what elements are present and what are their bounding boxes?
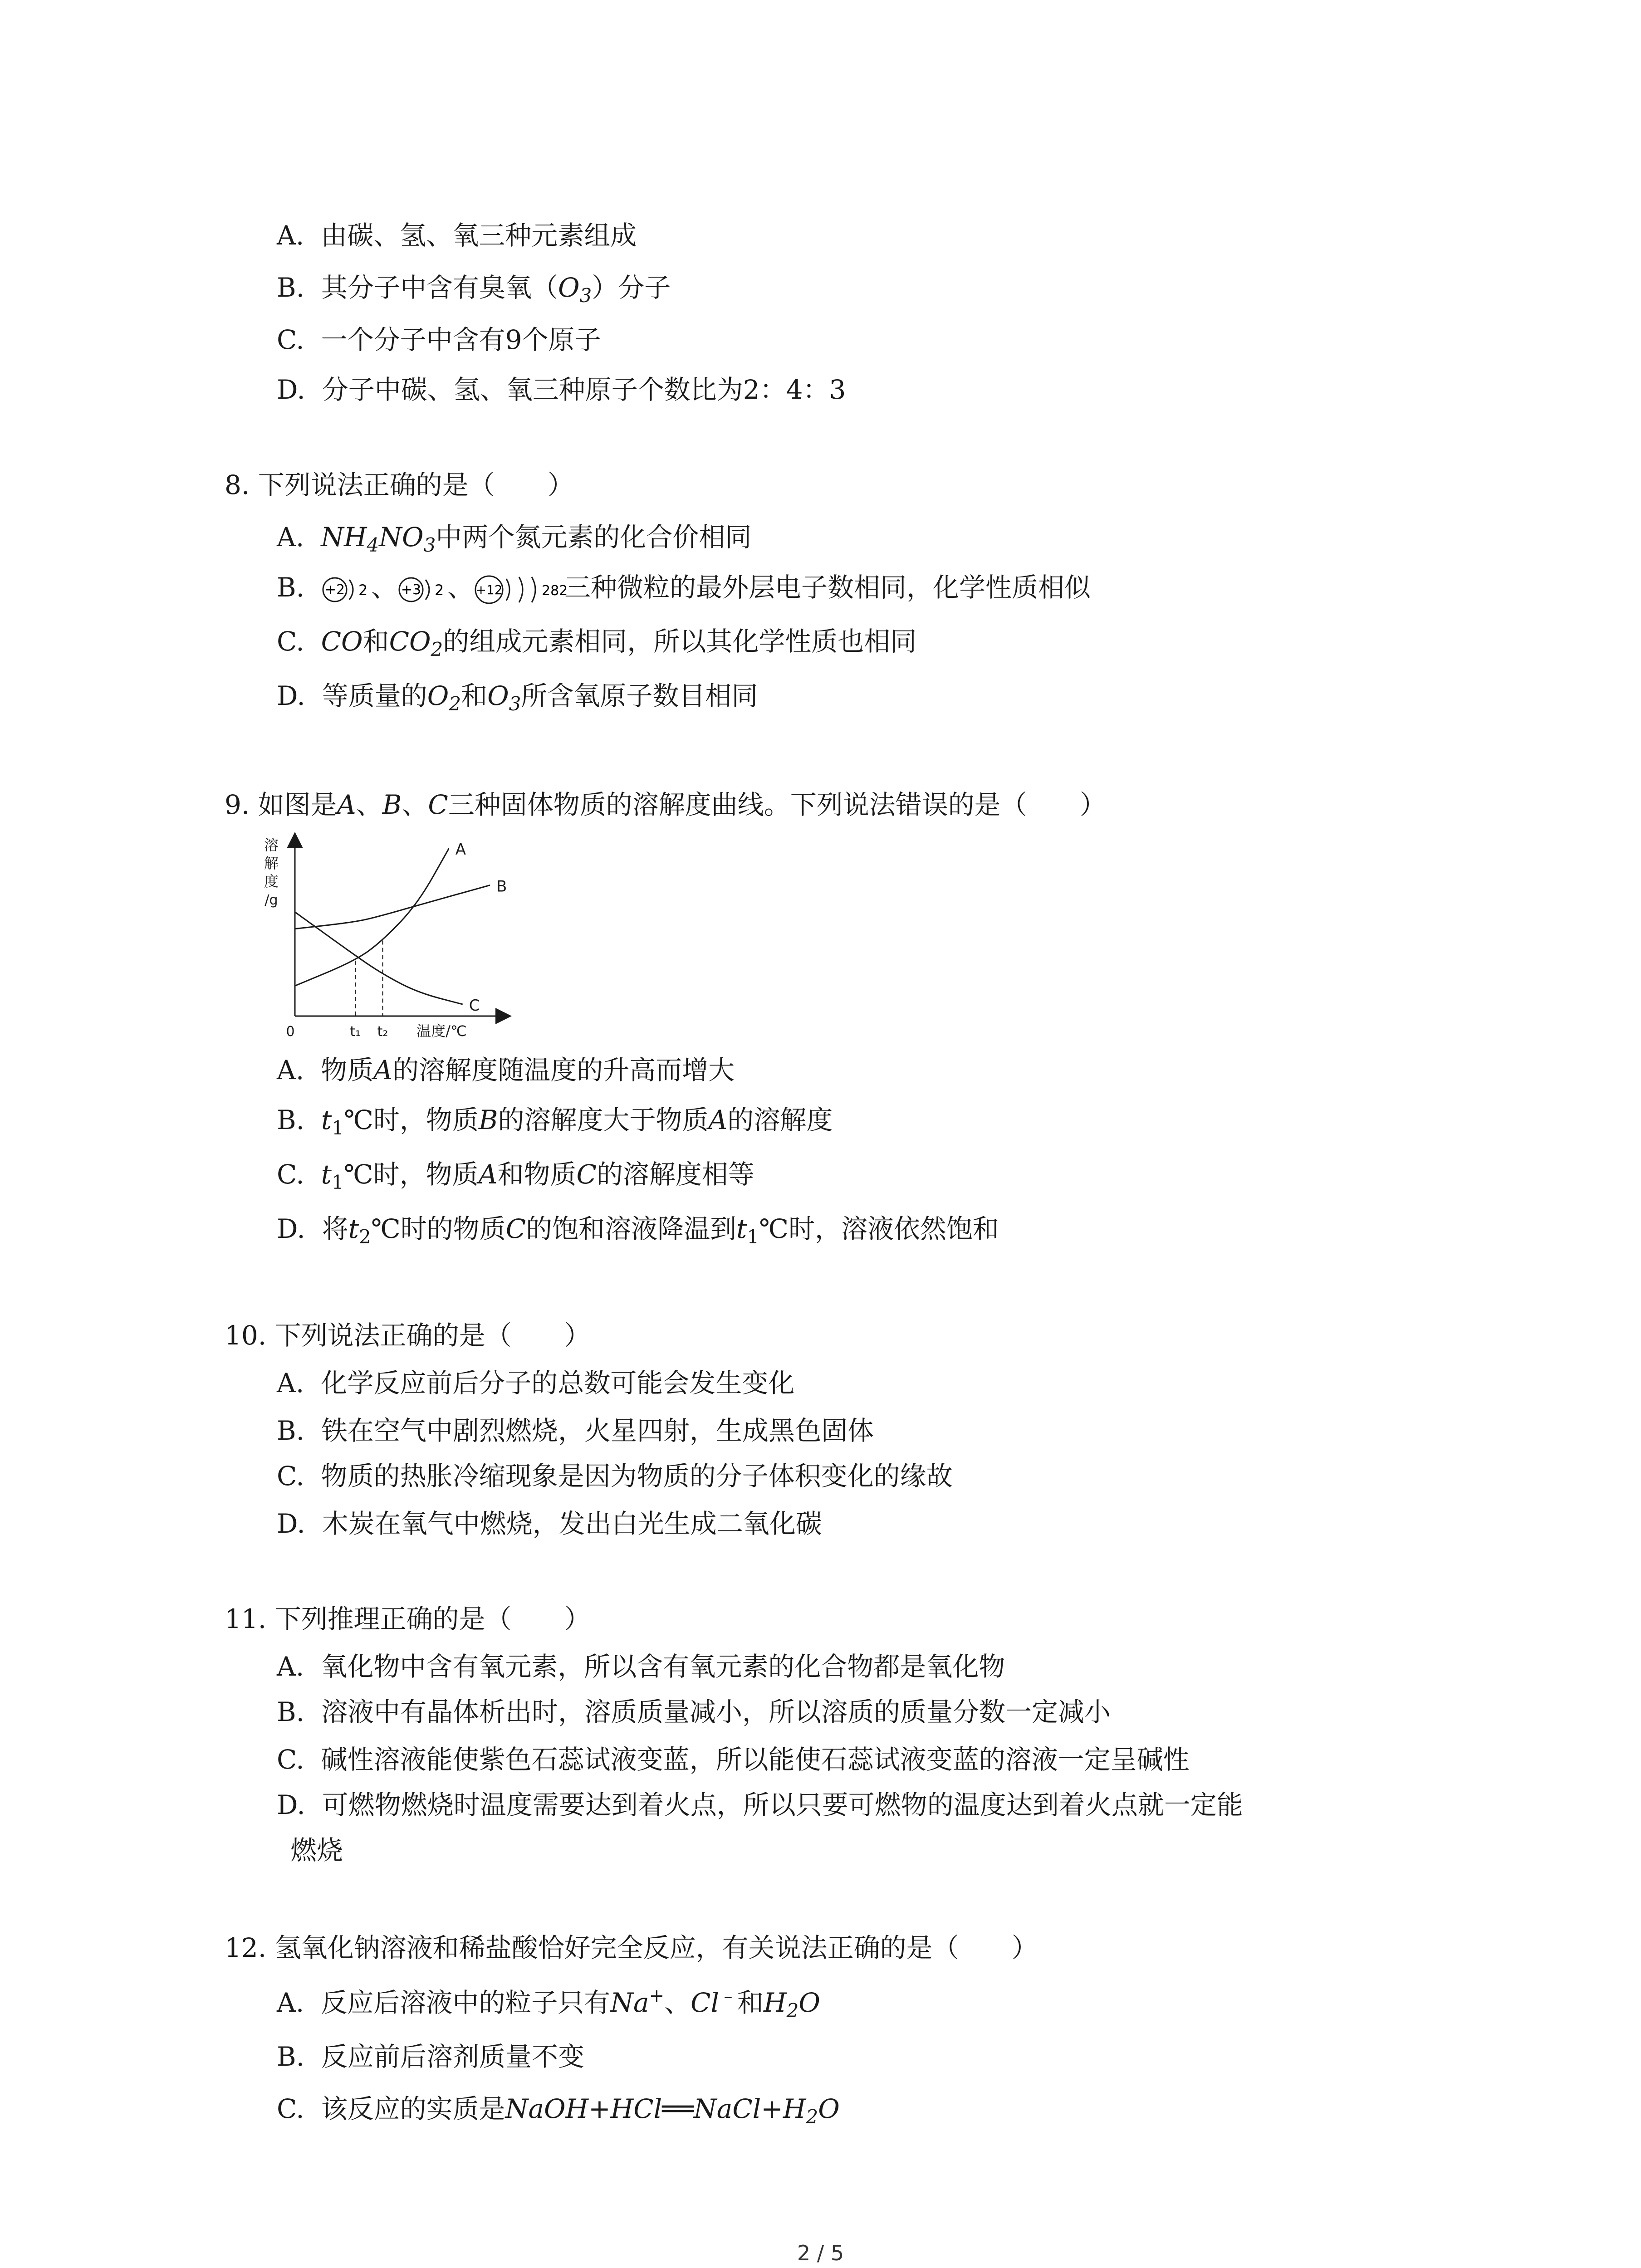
q11-option-c: C. 碱性溶液能使紫色石蕊试液变蓝，所以能使石蕊试液变蓝的溶液一定呈碱性 <box>277 1744 1190 1775</box>
atom3-nucleus: +12 <box>475 582 503 597</box>
atom1-electrons: 2 <box>358 582 368 599</box>
atom2-electrons: 2 <box>434 582 444 599</box>
x-axis-label: 温度/℃ <box>416 1022 467 1040</box>
q7-option-b: B. 其分子中含有臭氧$(O_3)$分子 <box>277 272 671 307</box>
q9-option-d: D. 将$t_2℃$时的物质C的饱和溶液降温到$t_1℃$时，溶液依然饱和 <box>277 1213 999 1248</box>
q11-option-b: B. 溶液中有晶体析出时，溶质质量减小，所以溶质的质量分数一定减小 <box>277 1696 1111 1727</box>
q11-stem: 11. 下列推理正确的是（ ） <box>225 1603 591 1634</box>
atom-structure-icon <box>474 572 568 608</box>
series-c-label: C <box>469 997 480 1015</box>
q12-stem: 12. 氢氧化钠溶液和稀盐酸恰好完全反应，有关说法正确的是（ ） <box>225 1932 1038 1963</box>
atom1-nucleus: +2 <box>324 582 345 598</box>
series-a-curve <box>295 848 449 986</box>
y-axis-label-char: 度 <box>264 873 279 890</box>
q7-option-a: A. 由碳、氢、氧三种元素组成 <box>277 220 637 251</box>
q10-option-d: D. 木炭在氧气中燃烧，发出白光生成二氧化碳 <box>277 1508 822 1539</box>
q8-option-d: D. 等质量的$O_2$和$O_3$所含氧原子数目相同 <box>277 680 758 715</box>
atom3-electrons: 282 <box>541 583 568 599</box>
q8-option-b: B. +2 2 、 +3 2 、 +12 282 三种微粒的最外层电子数相同，化学性质相似 <box>277 572 1091 608</box>
q11-option-d-continued: 燃烧 <box>290 1835 343 1866</box>
q9-stem: 9. 如图是A、B、C三种固体物质的溶解度曲线。下列说法错误的是（ ） <box>225 789 1106 820</box>
series-b-curve <box>295 885 490 929</box>
x-tick-label: t₁ <box>350 1024 361 1040</box>
q10-option-a: A. 化学反应前后分子的总数可能会发生变化 <box>277 1368 795 1398</box>
x-tick-label: t₂ <box>377 1024 388 1040</box>
origin-label: 0 <box>286 1024 295 1040</box>
atom2-nucleus: +3 <box>401 582 421 598</box>
y-axis-unit: /g <box>265 892 278 908</box>
q10-option-b: B. 铁在空气中剧烈燃烧，火星四射，生成黑色固体 <box>277 1415 874 1446</box>
solubility-chart <box>254 830 508 1048</box>
q7-option-c: C. 一个分子中含有9个原子 <box>277 324 601 355</box>
atom-structure-icon <box>321 572 371 608</box>
q12-option-b: B. 反应前后溶剂质量不变 <box>277 2041 584 2072</box>
q10-stem: 10. 下列说法正确的是（ ） <box>225 1320 591 1351</box>
page-number: 2 / 5 <box>797 2241 844 2265</box>
q8-option-c: C. CO和$CO_2$的组成元素相同，所以其化学性质也相同 <box>277 626 917 660</box>
q7-option-d: D. 分子中碳、氢、氧三种原子个数比为2：4：3 <box>277 374 846 405</box>
q12-option-a: A. 反应后溶液中的粒子只有Na+、Cl﹣和$H_2O$ <box>277 1985 820 2022</box>
atom-structure-icon <box>397 572 447 608</box>
y-axis-label-char: 溶 <box>264 836 279 854</box>
q8-stem: 8. 下列说法正确的是（ ） <box>225 469 574 500</box>
q10-option-c: C. 物质的热胀冷缩现象是因为物质的分子体积变化的缘故 <box>277 1461 953 1491</box>
series-b-label: B <box>496 877 507 896</box>
q8-option-a: A. $NH_4NO_3$中两个氮元素的化合价相同 <box>277 522 752 556</box>
q12-option-c: C. 该反应的实质是$NaOH+HCl══NaCl+H_2O$ <box>277 2093 840 2128</box>
q9-option-c: C. $t_1℃$时，物质A和物质C的溶解度相等 <box>277 1159 754 1193</box>
q11-option-a: A. 氧化物中含有氧元素，所以含有氧元素的化合物都是氧化物 <box>277 1651 1005 1682</box>
series-a-label: A <box>455 841 466 859</box>
q11-option-d: D. 可燃物燃烧时温度需要达到着火点，所以只要可燃物的温度达到着火点就一定能 <box>277 1789 1243 1820</box>
y-axis-label-char: 解 <box>264 855 279 872</box>
q9-option-a: A. 物质A的溶解度随温度的升高而增大 <box>277 1055 735 1085</box>
q9-option-b: B. $t_1℃$时，物质B的溶解度大于物质A的溶解度 <box>277 1105 833 1139</box>
